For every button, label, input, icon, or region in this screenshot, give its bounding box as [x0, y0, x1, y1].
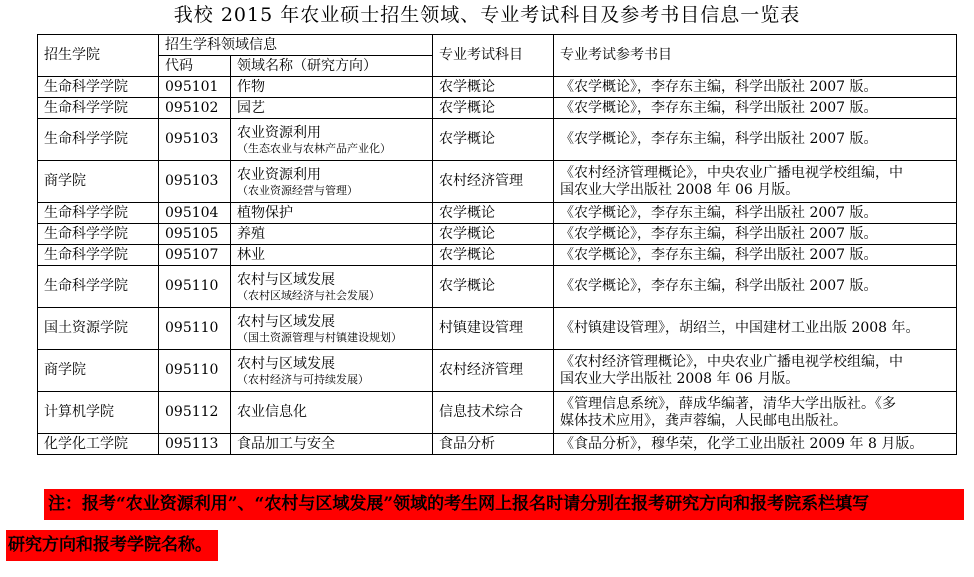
college-cell	[38, 203, 159, 224]
code-text: 095110	[165, 278, 219, 294]
book-cell	[554, 77, 957, 98]
code-text: 095110	[165, 320, 219, 336]
college-text: 生命科学学院	[44, 246, 128, 263]
page-title: 我校 2015 年农业硕士招生领域、专业考试科目及参考书目信息一览表	[173, 4, 801, 26]
exam-text: 食品分析	[439, 435, 495, 452]
code-text: 095110	[165, 362, 219, 378]
code-cell	[159, 245, 231, 266]
field-cell	[231, 224, 433, 245]
book-cell	[554, 350, 957, 392]
college-cell	[38, 434, 159, 455]
exam-cell	[433, 308, 554, 350]
field-name-text: 农村与区域发展	[237, 313, 335, 330]
field-cell	[231, 245, 433, 266]
exam-cell	[433, 350, 554, 392]
exam-text: 农学概论	[439, 246, 495, 263]
code-text: 095102	[165, 99, 219, 116]
exam-cell	[433, 98, 554, 119]
field-direction-text: （农业资源经营与管理）	[237, 183, 358, 197]
exam-text: 信息技术综合	[439, 404, 523, 420]
code-text: 095113	[165, 435, 219, 452]
book-text-line2: 国农业大学出版社 2008 年 06 月版。	[560, 181, 800, 198]
college-text: 生命科学学院	[44, 225, 128, 242]
college-text: 商学院	[44, 362, 86, 378]
college-cell	[38, 266, 159, 308]
field-cell	[231, 308, 433, 350]
book-text-line1: 《农学概论》，李存东主编，科学出版社 2007 版。	[560, 278, 878, 294]
college-text: 商学院	[44, 173, 86, 189]
table-row	[38, 98, 957, 119]
header-field-name: 领域名称（研究方向）	[231, 56, 433, 77]
college-text: 生命科学学院	[44, 204, 128, 221]
field-cell	[231, 350, 433, 392]
table-row	[38, 392, 957, 434]
code-text: 095107	[165, 246, 219, 263]
table-row	[38, 77, 957, 98]
header-books: 专业考试参考书目	[554, 35, 957, 77]
college-cell	[38, 245, 159, 266]
book-text-line1: 《农村经济管理概论》，中央农业广播电视学校组编，中	[560, 353, 903, 370]
college-text: 生命科学学院	[44, 278, 128, 294]
table-row	[38, 203, 957, 224]
field-cell	[231, 119, 433, 161]
code-cell	[159, 308, 231, 350]
book-text-line1: 《农学概论》，李存东主编，科学出版社 2007 版。	[560, 131, 878, 147]
field-name-text: 农业资源利用	[237, 124, 321, 141]
code-text: 095112	[165, 404, 219, 420]
college-text: 国土资源学院	[44, 320, 128, 336]
exam-text: 农学概论	[439, 131, 495, 147]
book-text-line1: 《农学概论》，李存东主编，科学出版社 2007 版。	[560, 204, 878, 221]
field-name-text: 植物保护	[237, 204, 293, 221]
book-text-line1: 《农学概论》，李存东主编，科学出版社 2007 版。	[560, 99, 878, 116]
table-row	[38, 308, 957, 350]
code-cell	[159, 77, 231, 98]
code-text: 095101	[165, 78, 219, 95]
book-text-line1: 《农学概论》，李存东主编，科学出版社 2007 版。	[560, 78, 878, 95]
code-cell	[159, 98, 231, 119]
book-cell	[554, 98, 957, 119]
book-cell	[554, 266, 957, 308]
field-direction-text: （农村区域经济与社会发展）	[237, 288, 380, 302]
book-text-line2: 国农业大学出版社 2008 年 06 月版。	[560, 370, 800, 387]
book-cell	[554, 224, 957, 245]
book-text-line1: 《农学概论》，李存东主编，科学出版社 2007 版。	[560, 246, 878, 263]
exam-text: 村镇建设管理	[439, 320, 523, 336]
book-text-line1: 《村镇建设管理》，胡绍兰，中国建材工业出版 2008 年。	[560, 320, 920, 336]
field-name-text: 园艺	[237, 99, 265, 116]
book-text-line1: 《农学概论》，李存东主编，科学出版社 2007 版。	[560, 225, 878, 242]
info-table	[37, 34, 957, 455]
code-text: 095103	[165, 131, 219, 147]
college-cell	[38, 119, 159, 161]
field-name-text: 林业	[237, 246, 265, 263]
field-direction-text: （国土资源管理与村镇建设规划）	[237, 330, 402, 344]
book-text-line1: 《管理信息系统》，薛成华编著，清华大学出版社。《多	[560, 395, 896, 412]
field-name-text: 农业资源利用	[237, 166, 321, 183]
field-direction-text: （农村经济与可持续发展）	[237, 372, 369, 386]
code-cell	[159, 161, 231, 203]
table-row	[38, 350, 957, 392]
college-cell	[38, 161, 159, 203]
book-cell	[554, 203, 957, 224]
college-cell	[38, 224, 159, 245]
field-name-text: 食品加工与安全	[237, 435, 335, 452]
exam-text: 农学概论	[439, 225, 495, 242]
college-cell	[38, 350, 159, 392]
exam-cell	[433, 392, 554, 434]
field-name-text: 农业信息化	[237, 404, 307, 420]
college-text: 生命科学学院	[44, 99, 128, 116]
exam-cell	[433, 161, 554, 203]
field-direction-text: （生态农业与农林产品产业化）	[237, 141, 391, 155]
exam-cell	[433, 224, 554, 245]
exam-text: 农学概论	[439, 99, 495, 116]
field-cell	[231, 434, 433, 455]
table-row	[38, 266, 957, 308]
field-name-text: 农村与区域发展	[237, 271, 335, 288]
note-line-1: 注：报考“农业资源利用”、“农村与区域发展”领域的考生网上报名时请分别在报考研究方向和报考院系栏填写	[44, 489, 964, 520]
exam-cell	[433, 266, 554, 308]
code-cell	[159, 119, 231, 161]
code-cell	[159, 350, 231, 392]
field-cell	[231, 266, 433, 308]
field-cell	[231, 392, 433, 434]
exam-cell	[433, 203, 554, 224]
book-cell	[554, 308, 957, 350]
exam-cell	[433, 119, 554, 161]
college-cell	[38, 98, 159, 119]
code-text: 095103	[165, 173, 219, 189]
exam-text: 农村经济管理	[439, 173, 523, 189]
code-cell	[159, 224, 231, 245]
exam-cell	[433, 77, 554, 98]
header-exam: 专业考试科目	[433, 35, 554, 77]
header-field-group: 招生学科领域信息	[159, 35, 433, 56]
exam-text: 农学概论	[439, 204, 495, 221]
book-text-line1: 《农村经济管理概论》，中央农业广播电视学校组编，中	[560, 164, 903, 181]
book-cell	[554, 434, 957, 455]
book-cell	[554, 119, 957, 161]
book-cell	[554, 392, 957, 434]
exam-text: 农学概论	[439, 78, 495, 95]
exam-text: 农学概论	[439, 278, 495, 294]
college-text: 计算机学院	[44, 404, 114, 420]
header-code: 代码	[159, 56, 231, 77]
code-cell	[159, 392, 231, 434]
college-cell	[38, 392, 159, 434]
field-name-text: 农村与区域发展	[237, 355, 335, 372]
college-text: 生命科学学院	[44, 131, 128, 147]
code-text: 095105	[165, 225, 219, 242]
college-cell	[38, 77, 159, 98]
book-cell	[554, 161, 957, 203]
book-text-line2: 媒体技术应用》，龚声蓉编，人民邮电出版社。	[560, 412, 847, 429]
code-cell	[159, 203, 231, 224]
exam-text: 农村经济管理	[439, 362, 523, 378]
table-row	[38, 245, 957, 266]
field-name-text: 养殖	[237, 225, 265, 242]
book-text-line1: 《食品分析》，穆华荣，化学工业出版社 2009 年 8 月版。	[560, 435, 924, 452]
code-text: 095104	[165, 204, 219, 221]
table-row	[38, 119, 957, 161]
book-cell	[554, 245, 957, 266]
exam-cell	[433, 245, 554, 266]
college-cell	[38, 308, 159, 350]
field-name-text: 作物	[237, 78, 265, 95]
table-row	[38, 434, 957, 455]
field-cell	[231, 161, 433, 203]
table-row	[38, 224, 957, 245]
code-cell	[159, 266, 231, 308]
exam-cell	[433, 434, 554, 455]
header-college: 招生学院	[38, 35, 159, 77]
field-cell	[231, 203, 433, 224]
field-cell	[231, 98, 433, 119]
college-text: 生命科学学院	[44, 78, 128, 95]
table-row	[38, 161, 957, 203]
note-line-2: 研究方向和报考学院名称。	[6, 530, 218, 561]
code-cell	[159, 434, 231, 455]
college-text: 化学化工学院	[44, 435, 128, 452]
field-cell	[231, 77, 433, 98]
